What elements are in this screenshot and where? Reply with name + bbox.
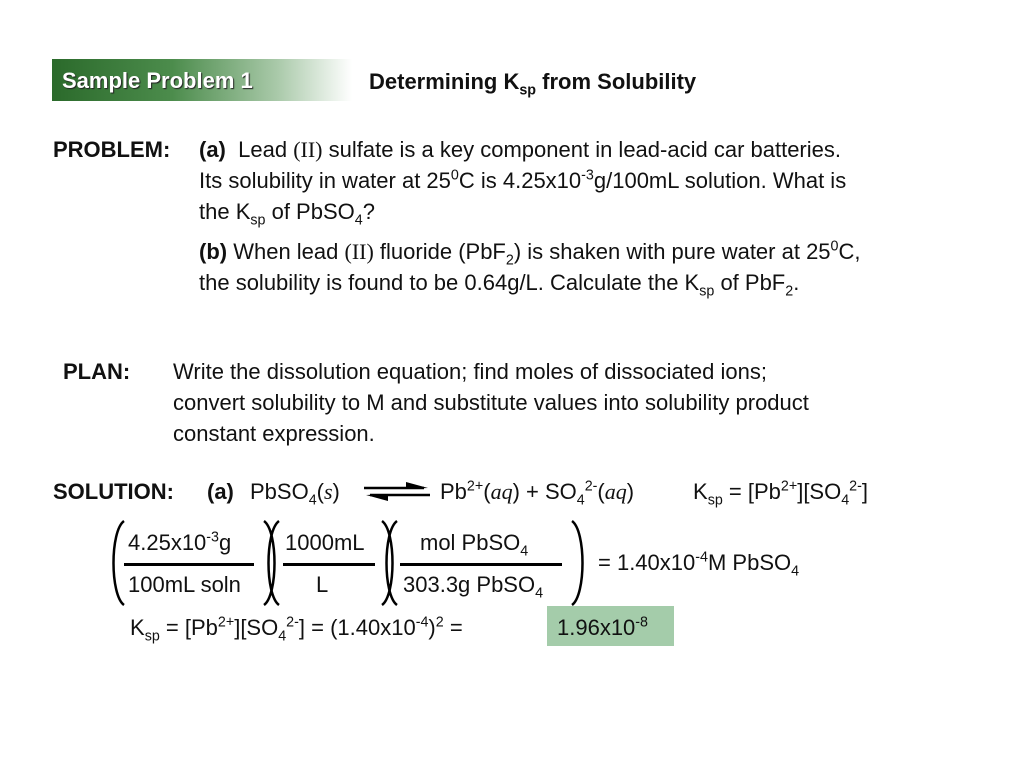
problem-a-line1: (a) Lead (II) sulfate is a key component in lead-acid car batteries. <box>199 137 841 162</box>
fraction3-bar <box>400 563 562 566</box>
dissolution-products: $Pb^{2+}(aq) + SO_4^{2-}(aq)$ <box>440 478 635 509</box>
plan-line2: convert solubility to M and substitute values into solubility product <box>173 390 809 415</box>
problem-b-line2: the solubility is found to be 0.64g/L. Calculate the $K_{sp}$ of PbF$_2$. <box>199 270 800 300</box>
molarity-result: = $1.40x10^{-4}M$ PbSO$_4$ <box>598 549 800 580</box>
fraction2-numerator: 1000mL <box>285 530 365 555</box>
dissolution-reactant: PbSO$_4$(s) <box>250 479 340 509</box>
solution-label: SOLUTION: <box>53 479 174 504</box>
slide-title: Determining $K_{sp}$ from Solubility <box>369 69 697 99</box>
plan-line1: Write the dissolution equation; find moles of dissociated ions; <box>173 359 767 384</box>
fraction3-denominator: 303.3g PbSO$_4$ <box>403 572 544 602</box>
problem-a-line2: Its solubility in water at $25^0C$ is $4.25x10^{-3}g/100mL$ solution. What is <box>199 167 847 193</box>
banner-label: Sample Problem 1 <box>62 68 253 93</box>
fraction2-denominator: L <box>316 572 329 597</box>
bracket-left-1 <box>114 521 125 605</box>
ksp-expression: $K_{sp} = [Pb^{2+}][SO_4^{2-}]$ <box>693 478 869 509</box>
fraction1-bar <box>124 563 254 566</box>
fraction1-numerator: $4.25x10^{-3}g$ <box>128 529 232 555</box>
solution-a-label: (a) <box>207 479 234 504</box>
fraction3-numerator: mol PbSO$_4$ <box>420 530 529 560</box>
fraction2-bar <box>283 563 375 566</box>
problem-label: PROBLEM: <box>53 137 171 162</box>
problem-a-line3: the $K_{sp}$ of PbSO$_4$? <box>199 199 375 229</box>
fraction1-denominator: 100mL soln <box>128 572 241 597</box>
plan-label: PLAN: <box>63 359 131 384</box>
equilibrium-arrow-icon <box>362 481 432 501</box>
plan-line3: constant expression. <box>173 421 375 446</box>
ksp-calculation: $K_{sp} = [Pb^{2+}][SO_4^{2-}] = (1.40x10^{-4})^2$ = <box>130 614 463 645</box>
bracket-right-3 <box>572 521 583 605</box>
ksp-answer: $1.96x10^{-8}$ <box>557 614 649 640</box>
problem-b-line1: (b) When lead (II) fluoride (PbF$_2$) is shaken with pure water at $25^0C$, <box>199 238 861 269</box>
